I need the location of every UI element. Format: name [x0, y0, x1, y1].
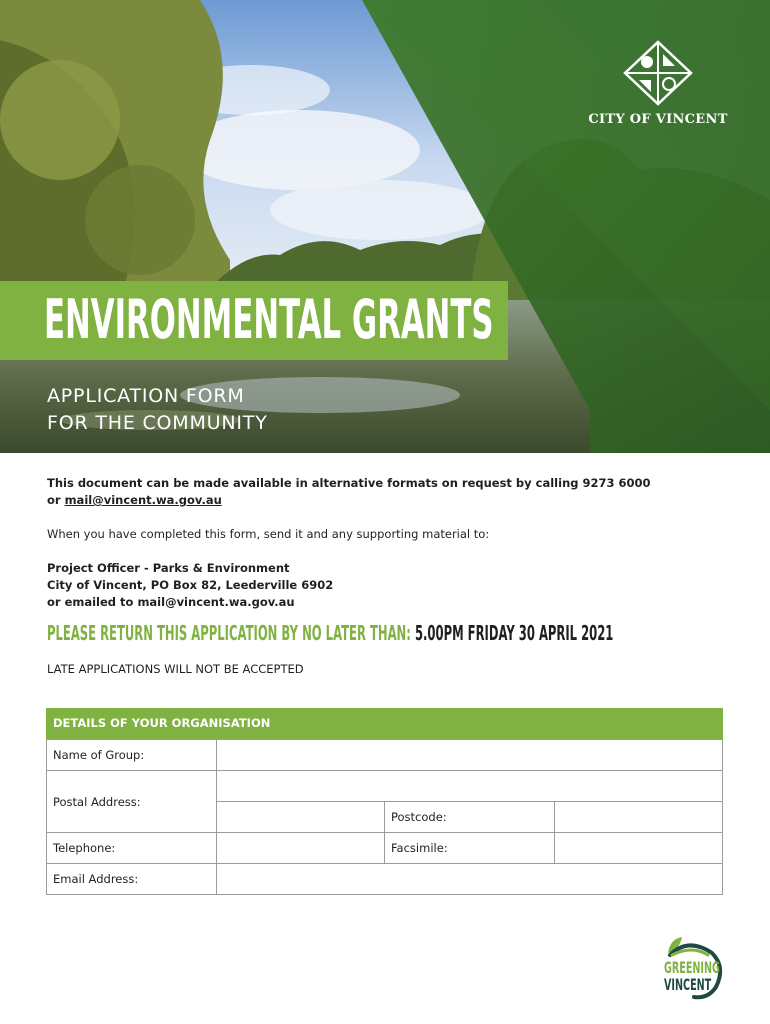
organisation-details-form — [46, 708, 723, 895]
form-section-header — [46, 708, 723, 739]
footer-logo-line-1: GREENING — [664, 958, 720, 977]
send-instruction: When you have completed this form, send it and any supporting material to: — [47, 527, 490, 541]
postcode-label-cell — [384, 801, 555, 833]
facsimile-label-cell — [384, 832, 555, 864]
postcode-field[interactable] — [554, 801, 723, 833]
form-section-title: DETAILS OF YOUR ORGANISATION — [53, 716, 271, 730]
name-of-group-label: Name of Group: — [53, 748, 145, 762]
subtitle-line-2: FOR THE COMMUNITY — [47, 412, 268, 434]
telephone-label: Telephone: — [53, 841, 116, 855]
postal-address-label: Postal Address: — [53, 795, 141, 809]
hero-banner — [0, 0, 770, 453]
page-title: ENVIRONMENTAL GRANTS — [44, 288, 494, 351]
email-address-field[interactable] — [216, 863, 723, 895]
accessibility-email-link[interactable]: mail@vincent.wa.gov.au — [64, 493, 222, 507]
accessibility-prefix: or — [47, 493, 65, 507]
council-name: CITY OF VINCENT — [588, 112, 728, 127]
postcode-label: Postcode: — [391, 810, 447, 824]
name-of-group-field[interactable] — [216, 739, 723, 771]
address-line-2: City of Vincent, PO Box 82, Leederville 6902 — [47, 578, 334, 592]
postal-address-block — [47, 560, 333, 611]
telephone-label-cell — [46, 832, 217, 864]
accessibility-notice — [47, 475, 651, 509]
subtitle-line-1: APPLICATION FORM — [47, 385, 245, 407]
postal-address-line-2-field[interactable] — [216, 801, 385, 833]
late-notice: LATE APPLICATIONS WILL NOT BE ACCEPTED — [47, 662, 304, 676]
address-line-3: or emailed to mail@vincent.wa.gov.au — [47, 595, 295, 609]
footer-logo-line-2: VINCENT — [664, 975, 712, 994]
email-address-label-cell — [46, 863, 217, 895]
address-line-1: Project Officer - Parks & Environment — [47, 561, 290, 575]
page-subtitle — [47, 383, 268, 437]
name-of-group-label-cell — [46, 739, 217, 771]
email-address-label: Email Address: — [53, 872, 139, 886]
accessibility-line-2 — [47, 492, 651, 509]
telephone-field[interactable] — [216, 832, 385, 864]
city-crest-icon — [623, 40, 693, 106]
deadline-label: PLEASE RETURN THIS APPLICATION BY NO LATER THAN: — [47, 621, 411, 645]
greening-vincent-logo — [650, 933, 730, 1003]
postal-address-field[interactable] — [216, 770, 723, 802]
accessibility-line-1: This document can be made available in alternative formats on request by calling 9273 6000 — [47, 476, 651, 490]
deadline-heading — [47, 619, 613, 647]
deadline-value: 5.00PM FRIDAY 30 APRIL 2021 — [414, 621, 614, 645]
city-of-vincent-logo — [588, 40, 728, 127]
postal-address-label-cell — [46, 770, 217, 833]
facsimile-label: Facsimile: — [391, 841, 448, 855]
title-banner — [0, 281, 508, 360]
facsimile-field[interactable] — [554, 832, 723, 864]
